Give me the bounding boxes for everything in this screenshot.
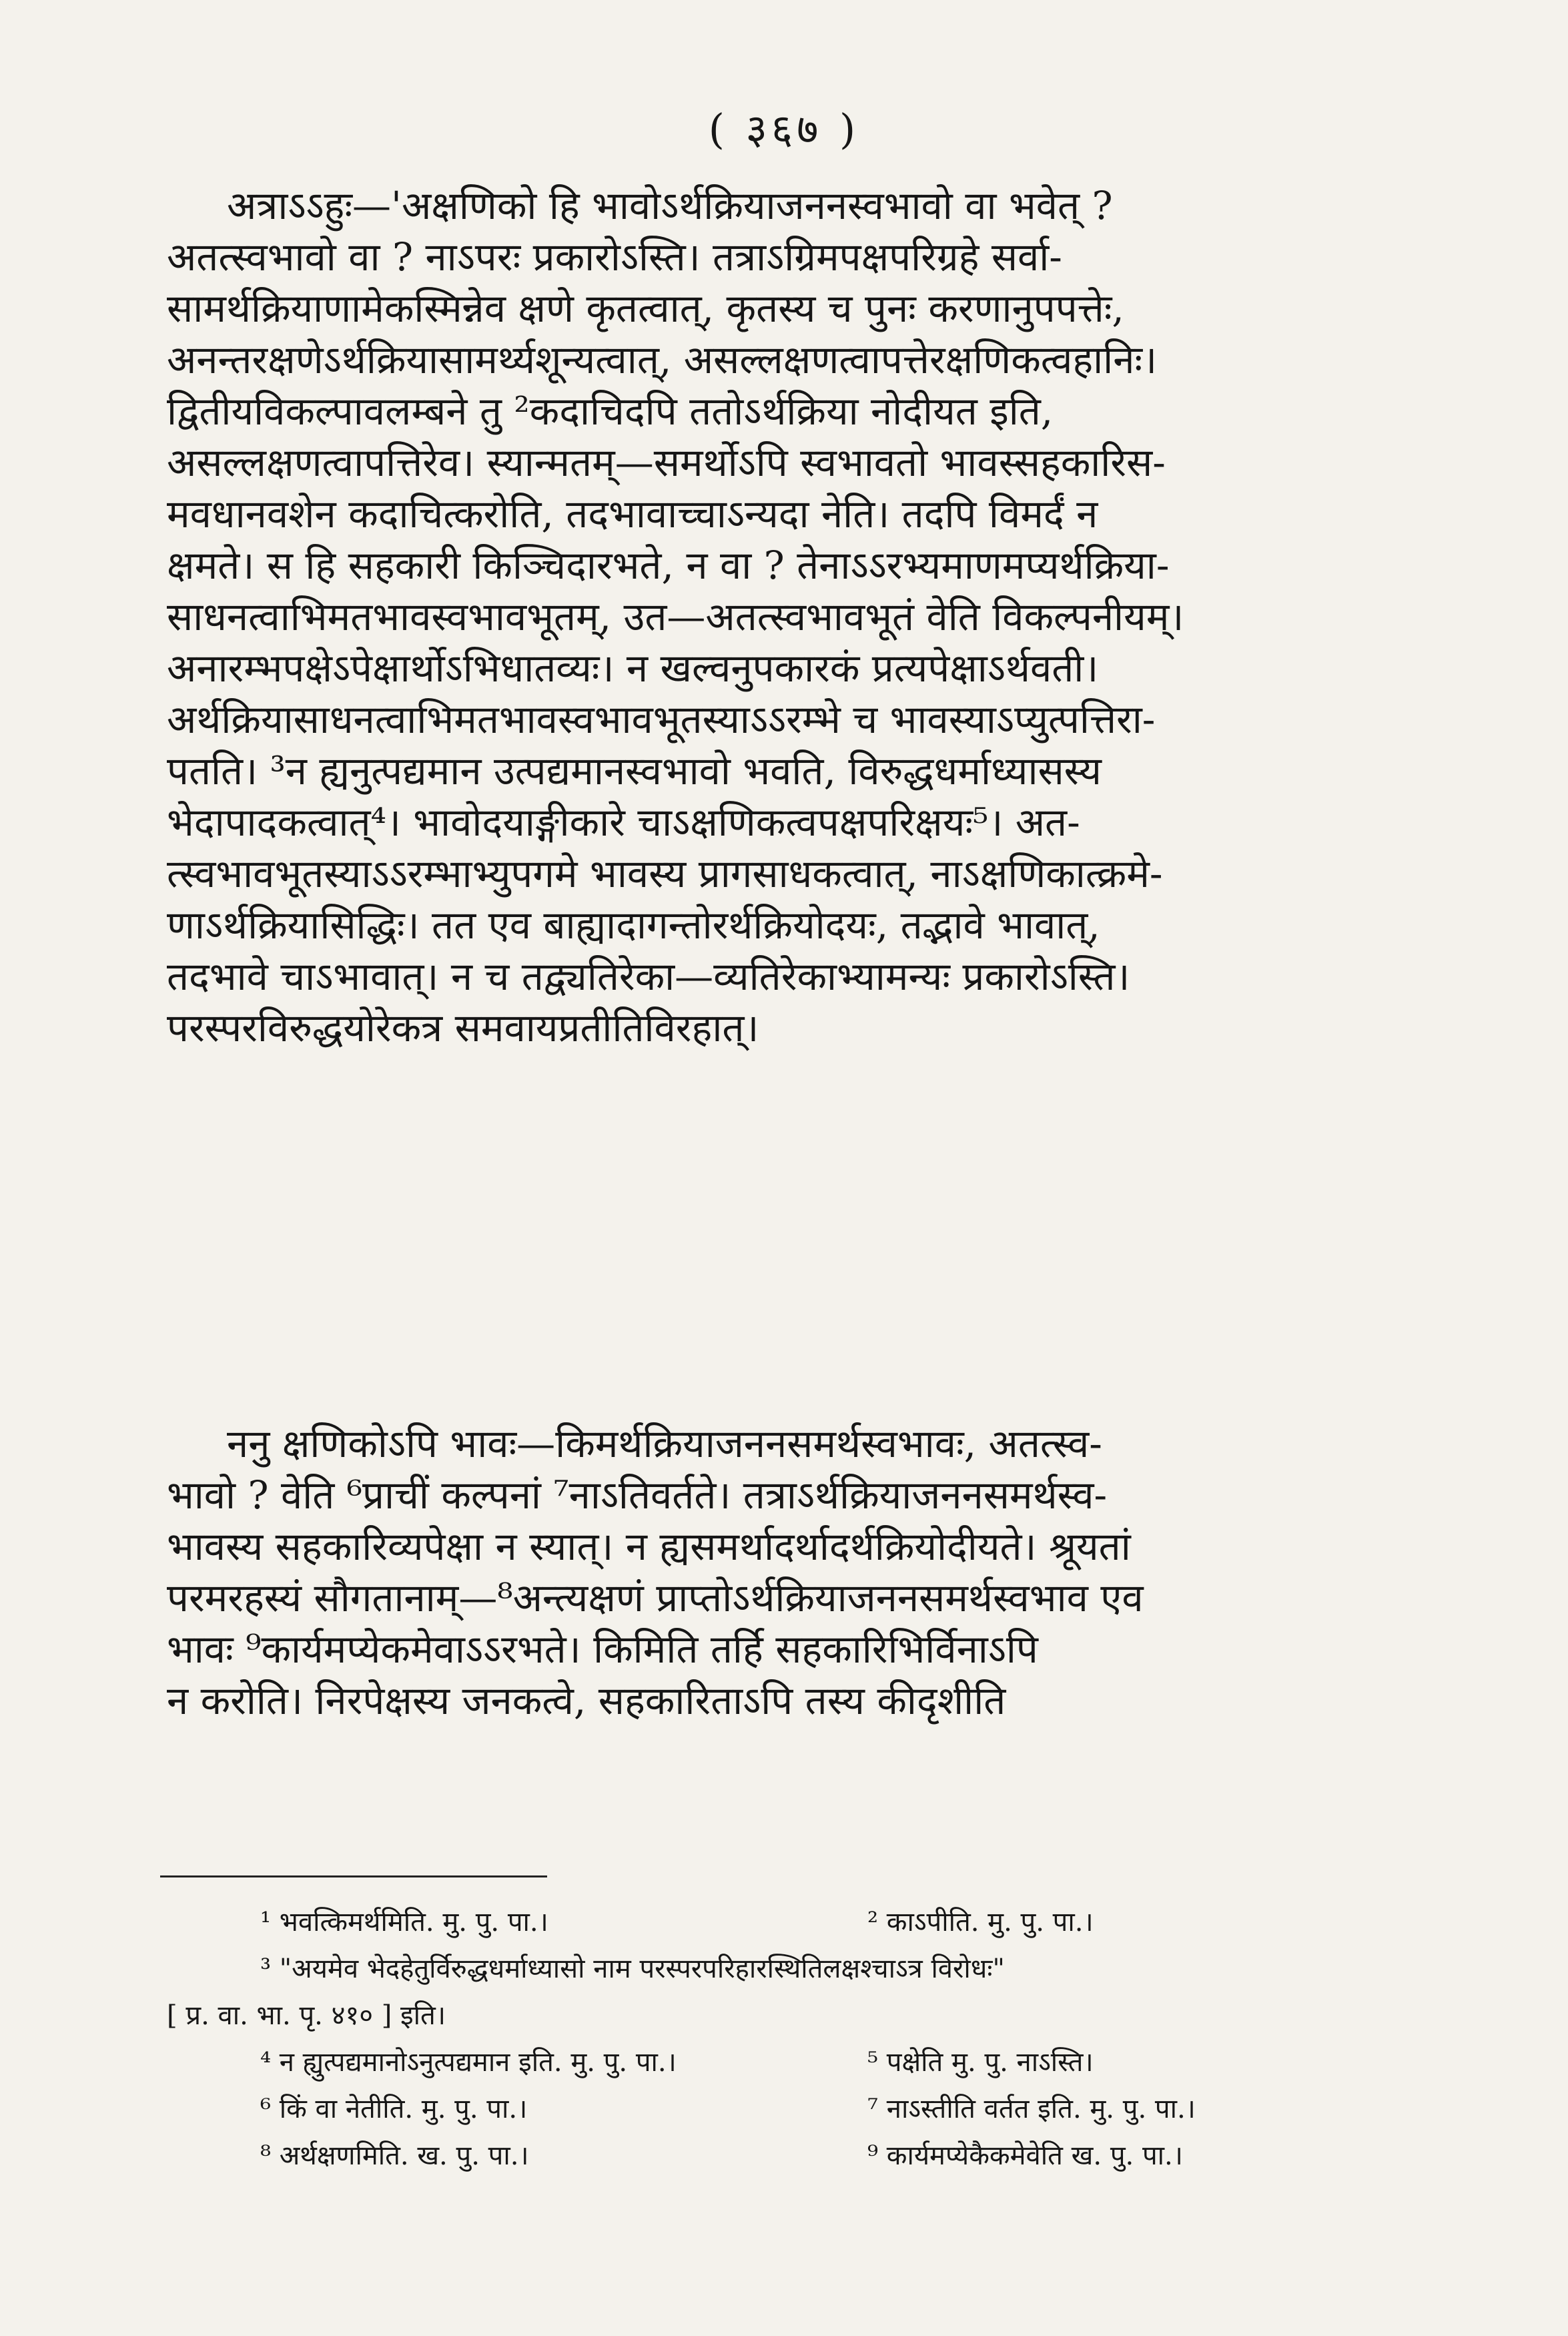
footnote-row — [167, 1996, 1401, 2042]
text-line: अतत्स्वभावो वा ? नाऽपरः प्रकारोऽस्ति। तत्राऽग्रिमपक्षपरिग्रहे सर्वा- — [167, 234, 1062, 280]
footnote-3-continuation: [ प्र. वा. भा. पृ. ४१० ] इति। — [167, 2000, 446, 2031]
text-line: अनारम्भपक्षेऽपेक्षार्थोऽभिधातव्यः। न खल्वनुपकारकं प्रत्यपेक्षाऽर्थवती। — [167, 645, 1099, 691]
footnote-divider — [160, 1875, 547, 1877]
text-line: परमरहस्यं सौगतानाम्—⁸अन्त्यक्षणं प्राप्तोऽर्थक्रियाजननसमर्थस्वभाव एव — [167, 1575, 1144, 1621]
text-line: परस्परविरुद्धयोरेकत्र समवायप्रतीतिविरहात्। — [167, 1005, 759, 1051]
text-line: त्स्वभावभूतस्याऽऽरम्भाभ्युपगमे भावस्य प्रागसाधकत्वात्, नाऽक्षणिकात्क्रमे- — [167, 851, 1163, 896]
text-line: णाऽर्थक्रियासिद्धिः। तत एव बाह्यादागन्तोरर्थक्रियोदयः, तद्भावे भावात्, — [167, 902, 1100, 948]
text-line: भावस्य सहकारिव्यपेक्षा न स्यात्। न ह्यसमर्थादर्थादर्थक्रियोदीयते। श्रूयतां — [167, 1524, 1131, 1569]
text-line: ननु क्षणिकोऽपि भावः—किमर्थक्रियाजननसमर्थस्वभावः, अतत्स्व- — [227, 1421, 1102, 1466]
text-line: अनन्तरक्षणेऽर्थक्रियासामर्थ्यशून्यत्वात्, असल्लक्षणत्वापत्तेरक्षणिकत्वहानिः। — [167, 337, 1158, 382]
text-line: द्वितीयविकल्पावलम्बने तु ²कदाचिदपि ततोऽर्थक्रिया नोदीयत इति, — [167, 388, 1054, 434]
text-line: अत्राऽऽहुः—'अक्षणिको हि भावोऽर्थक्रियाजननस्वभावो वा भवेत् ? — [227, 183, 1113, 228]
page-number: ( ३६७ ) — [708, 105, 860, 154]
footnote-5: ⁵ पक्षेति मु. पु. नाऽस्ति। — [867, 2047, 1094, 2078]
footnote-4: ⁴ न ह्युत्पद्यमानोऽनुत्पद्यमान इति. मु. पु. पा.। — [260, 2047, 677, 2078]
footnote-row — [167, 1902, 1401, 1949]
footnotes — [167, 1902, 1401, 2182]
footnote-1: ¹ भवत्किमर्थमिति. मु. पु. पा.। — [260, 1907, 548, 1938]
footnote-9: ⁹ कार्यमप्येकैकमेवेति ख. पु. पा.। — [867, 2140, 1183, 2171]
text-line: मवधानवशेन कदाचित्करोति, तदभावाच्चाऽन्यदा नेति। तदपि विमर्दं न — [167, 491, 1098, 537]
text-line: तदभावे चाऽभावात्। न च तद्व्यतिरेका—व्यतिरेकाभ्यामन्यः प्रकारोऽस्ति। — [167, 954, 1130, 999]
footnote-row — [167, 2089, 1401, 2136]
text-line: भेदापादकत्वात्⁴। भावोदयाङ्गीकारे चाऽक्षणिकत्वपक्षपरिक्षयः⁵। अत- — [167, 800, 1080, 845]
text-line: क्षमते। स हि सहकारी किञ्चिदारभते, न वा ? तेनाऽऽरभ्यमाणमप्यर्थक्रिया- — [167, 543, 1170, 588]
paragraph-2 — [167, 1418, 1401, 1845]
text-line: साधनत्वाभिमतभावस्वभावभूतम्, उत—अतत्स्वभावभूतं वेति विकल्पनीयम्। — [167, 594, 1184, 639]
text-line: सामर्थक्रियाणामेकस्मिन्नेव क्षणे कृतत्वात्, कृतस्य च पुनः करणानुपपत्तेः, — [167, 286, 1124, 331]
footnote-row — [167, 1949, 1401, 1996]
text-line: अर्थक्रियासाधनत्वाभिमतभावस्वभावभूतस्याऽऽरम्भे च भावस्याऽप्युत्पत्तिरा- — [167, 697, 1156, 742]
footnote-2: ² काऽपीति. मु. पु. पा.। — [867, 1907, 1094, 1938]
paragraph-1 — [167, 180, 1401, 1355]
text-line: पतति। ³न ह्यनुत्पद्यमान उत्पद्यमानस्वभावो भवति, विरुद्धधर्माध्यासस्य — [167, 748, 1102, 794]
footnote-row — [167, 2136, 1401, 2182]
footnote-3: ³ "अयमेव भेदहेतुर्विरुद्धधर्माध्यासो नाम परस्परपरिहारस्थितिलक्षश्चाऽत्र विरोधः" — [260, 1954, 1005, 1984]
text-line: असल्लक्षणत्वापत्तिरेव। स्यान्मतम्—समर्थोऽपि स्वभावतो भावस्सहकारिस- — [167, 440, 1166, 485]
footnote-row — [167, 2042, 1401, 2089]
footnote-8: ⁸ अर्थक्षणमिति. ख. पु. पा.। — [260, 2140, 529, 2171]
text-line: न करोति। निरपेक्षस्य जनकत्वे, सहकारिताऽपि तस्य कीदृशीति — [167, 1678, 1006, 1723]
footnote-6: ⁶ किं वा नेतीति. मु. पु. पा.। — [260, 2094, 528, 2124]
text-line: भावो ? वेति ⁶प्राचीं कल्पनां ⁷नाऽतिवर्तते। तत्राऽर्थक्रियाजननसमर्थस्व- — [167, 1472, 1108, 1518]
footnote-7: ⁷ नाऽस्तीति वर्तत इति. मु. पु. पा.। — [867, 2094, 1196, 2124]
text-line: भावः ⁹कार्यमप्येकमेवाऽऽरभते। किमिति तर्हि सहकारिभिर्विनाऽपि — [167, 1627, 1038, 1672]
